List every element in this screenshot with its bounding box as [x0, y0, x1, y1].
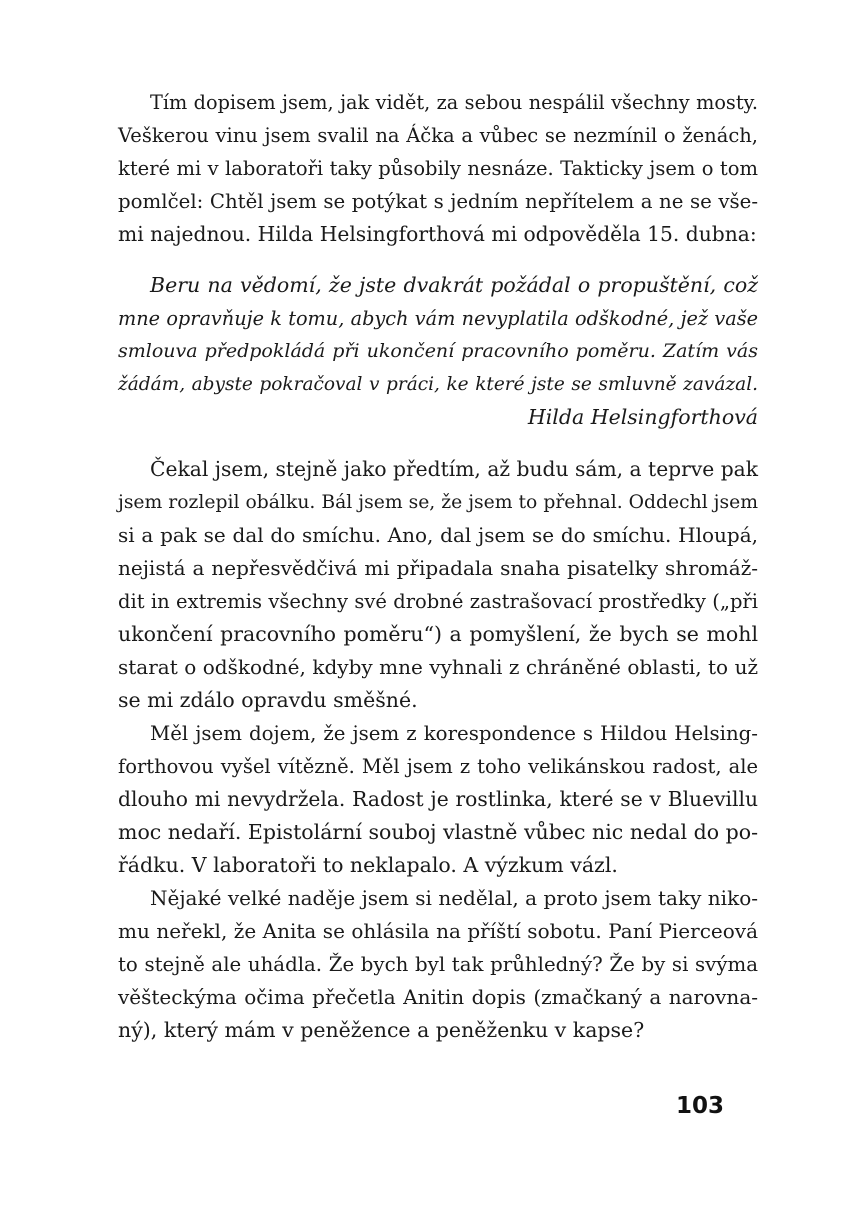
text-line: moc nedaří. Epistolární souboj vlastně vůbec nic nedal do po-	[118, 820, 758, 844]
page-number: 103	[676, 1093, 725, 1119]
text-line: dlouho mi nevydržela. Radost je rostlinka, které se v Bluevillu	[118, 787, 758, 811]
paragraph-body-2	[118, 717, 758, 882]
letter-line: Beru na vědomí, že jste dvakrát požádal o propuštění, což	[150, 273, 758, 297]
text-line: ukončení pracovního poměru“) a pomyšlení, že bych se mohl	[118, 622, 758, 646]
text-line: ný), který mám v peněžence a peněženku v kapse?	[118, 1018, 645, 1042]
quoted-letter	[118, 269, 758, 434]
letter-signature: Hilda Helsingforthová	[527, 405, 758, 429]
text-line: Čekal jsem, stejně jako předtím, až budu sám, a teprve pak	[150, 457, 758, 481]
paragraph-body-3	[118, 882, 758, 1047]
text-line: mu neřekl, že Anita se ohlásila na příští sobotu. Paní Pierceová	[118, 919, 758, 943]
text-line: se mi zdálo opravdu směšné.	[118, 688, 418, 712]
text-line: Tím dopisem jsem, jak vidět, za sebou nespálil všechny mosty.	[150, 91, 758, 114]
text-line: to stejně ale uhádla. Že bych byl tak průhledný? Že by si svýma	[118, 953, 758, 976]
letter-line: žádám, abyste pokračoval v práci, ke které jste se smluvně zavázal.	[118, 374, 758, 395]
paragraph-body-1	[118, 453, 758, 717]
text-line: mi najednou. Hilda Helsingforthová mi odpověděla 15. dubna:	[118, 222, 757, 246]
text-line: které mi v laboratoři taky působily nesnáze. Takticky jsem o tom	[118, 157, 758, 180]
book-page	[118, 86, 758, 1047]
text-line: pomlčel: Chtěl jsem se potýkat s jedním nepřítelem a ne se vše-	[118, 190, 758, 213]
text-line: Nějaké velké naděje jsem si nedělal, a proto jsem taky niko-	[150, 886, 758, 910]
paragraph-intro	[118, 86, 758, 251]
text-line: starat o odškodné, kdyby mne vyhnali z chráněné oblasti, to už	[118, 655, 758, 679]
paragraph-gap	[118, 434, 758, 453]
letter-line: mne opravňuje k tomu, abych vám nevyplatila odškodné, jež vaše	[118, 307, 758, 330]
text-line: dit in extremis všechny své drobné zastrašovací prostředky („při	[118, 590, 758, 613]
paragraph-gap	[118, 251, 758, 269]
text-line: nejistá a nepřesvědčivá mi připadala snaha pisatelky shromáž-	[118, 556, 758, 580]
text-line: jsem rozlepil obálku. Bál jsem se, že jsem to přehnal. Oddechl jsem	[118, 492, 758, 513]
text-line: forthovou vyšel vítězně. Měl jsem z toho velikánskou radost, ale	[118, 755, 758, 778]
text-line: si a pak se dal do smíchu. Ano, dal jsem se do smíchu. Hloupá,	[118, 523, 758, 547]
letter-line: smlouva předpokládá při ukončení pracovního poměru. Zatím vás	[118, 340, 758, 362]
text-line: Měl jsem dojem, že jsem z korespondence s Hildou Helsing-	[150, 722, 758, 745]
text-line: Veškerou vinu jsem svalil na Áčka a vůbec se nezmínil o ženách,	[118, 124, 758, 147]
text-line: věšteckýma očima přečetla Anitin dopis (zmačkaný a narovna-	[118, 985, 758, 1009]
text-line: řádku. V laboratoři to neklapalo. A výzkum vázl.	[118, 853, 618, 877]
